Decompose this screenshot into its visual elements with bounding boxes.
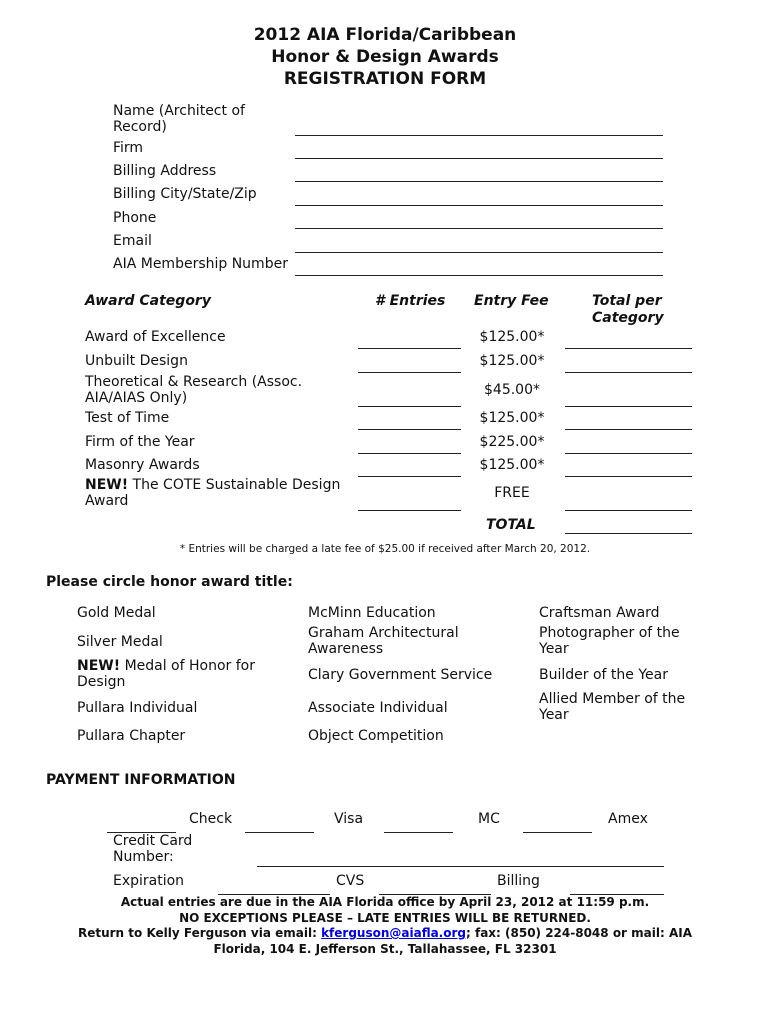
honor-award-option[interactable]: McMinn Education <box>308 605 436 621</box>
total-field[interactable] <box>565 453 692 454</box>
award-row-fee: $125.00* <box>479 457 545 473</box>
fax-text: ; fax: (850) 224-8048 or mail: AIA <box>466 926 692 940</box>
honor-award-option[interactable]: Graham Architectural Awareness <box>308 625 459 657</box>
phone-field[interactable] <box>295 228 663 229</box>
award-row-category: Theoretical & Research (Assoc. AIA/AIAS Only) <box>85 374 303 406</box>
entries-field[interactable] <box>358 372 461 373</box>
award-row-category: Test of Time <box>85 410 170 426</box>
total-field[interactable] <box>565 510 692 511</box>
entries-field[interactable] <box>358 510 461 511</box>
honor-award-option[interactable]: Pullara Chapter <box>77 728 186 744</box>
entries-field[interactable] <box>358 453 461 454</box>
grand-total-field[interactable] <box>565 533 692 534</box>
name-label: Name (Architect of Record) <box>113 103 245 135</box>
mc-mark-field[interactable] <box>384 832 453 833</box>
honor-award-option[interactable]: Pullara Individual <box>77 700 198 716</box>
award-row-category: Award of Excellence <box>85 329 226 345</box>
award-row-fee: $125.00* <box>479 329 545 345</box>
honor-award-option[interactable]: Photographer of the Year <box>539 625 680 657</box>
billing-address-field[interactable] <box>295 181 663 182</box>
visa-mark-field[interactable] <box>245 832 314 833</box>
entries-field[interactable] <box>358 348 461 349</box>
award-row-fee: $45.00* <box>484 382 540 398</box>
new-badge: NEW! <box>85 477 129 493</box>
award-row-category-cote <box>85 477 345 509</box>
total-per-category-header: Total per Category <box>592 293 664 326</box>
late-fee-note: * Entries will be charged a late fee of $25.00 if received after March 20, 2012. <box>179 543 591 555</box>
membership-field[interactable] <box>295 275 663 276</box>
total-field[interactable] <box>565 372 692 373</box>
award-row-category: Firm of the Year <box>85 434 195 450</box>
total-field[interactable] <box>565 406 692 407</box>
due-date-notice: Actual entries are due in the AIA Florida office by April 23, 2012 at 11:59 p.m. <box>120 895 650 909</box>
return-text: Return to Kelly Ferguson via email: <box>77 926 322 940</box>
cvs-label: CVS <box>336 873 365 889</box>
honor-award-option[interactable]: Associate Individual <box>308 700 448 716</box>
email-label: Email <box>113 233 152 249</box>
new-badge: NEW! <box>77 658 121 674</box>
billing-city-field[interactable] <box>295 205 663 206</box>
honor-award-option[interactable]: Allied Member of the Year <box>539 691 686 723</box>
award-row-fee: $225.00* <box>479 434 545 450</box>
medal-of-honor-label: Medal of Honor for Design <box>77 658 255 690</box>
honor-award-option[interactable]: Silver Medal <box>77 634 163 650</box>
billing-address-label: Billing Address <box>113 163 217 179</box>
honor-award-option[interactable]: Gold Medal <box>77 605 156 621</box>
name-field[interactable] <box>295 135 663 136</box>
expiration-label: Expiration <box>113 873 185 889</box>
entries-field[interactable] <box>358 476 461 477</box>
honor-award-option[interactable] <box>77 658 277 690</box>
email-link[interactable]: kferguson@aiafla.org <box>321 926 466 940</box>
email-field[interactable] <box>295 252 663 253</box>
award-row-fee: $125.00* <box>479 353 545 369</box>
billing-city-label: Billing City/State/Zip <box>113 186 257 202</box>
firm-field[interactable] <box>295 158 663 159</box>
card-number-label: Credit Card Number: <box>113 833 193 865</box>
phone-label: Phone <box>113 210 157 226</box>
entry-fee-header: Entry Fee <box>474 293 549 309</box>
entries-header: # Entries <box>375 293 446 309</box>
award-row-category: Masonry Awards <box>85 457 200 473</box>
card-number-field[interactable] <box>257 866 664 867</box>
honor-award-option[interactable]: Craftsman Award <box>539 605 660 621</box>
membership-label: AIA Membership Number <box>113 256 288 272</box>
honor-award-option[interactable]: Clary Government Service <box>308 667 493 683</box>
total-field[interactable] <box>565 348 692 349</box>
entries-field[interactable] <box>358 429 461 430</box>
award-category-header: Award Category <box>85 293 211 309</box>
firm-label: Firm <box>113 140 144 156</box>
total-label: TOTAL <box>486 517 536 533</box>
award-row-category: Unbuilt Design <box>85 353 188 369</box>
mailing-address: Florida, 104 E. Jefferson St., Tallahassee, FL 32301 <box>213 942 557 956</box>
honor-award-option[interactable]: Builder of the Year <box>539 667 668 683</box>
honor-award-option[interactable]: Object Competition <box>308 728 444 744</box>
payment-heading: PAYMENT INFORMATION <box>46 772 236 788</box>
amex-mark-field[interactable] <box>523 832 592 833</box>
mc-label: MC <box>478 811 500 827</box>
cote-award-name: The COTE Sustainable Design Award <box>85 477 341 509</box>
form-title-line-2: Honor & Design Awards <box>271 47 499 67</box>
honor-award-heading: Please circle honor award title: <box>46 574 293 590</box>
award-row-fee: FREE <box>494 485 530 501</box>
total-field[interactable] <box>565 476 692 477</box>
award-row-fee: $125.00* <box>479 410 545 426</box>
return-instructions <box>0 925 770 941</box>
form-title-line-1: 2012 AIA Florida/Caribbean <box>253 25 517 45</box>
total-field[interactable] <box>565 429 692 430</box>
no-exceptions-notice: NO EXCEPTIONS PLEASE – LATE ENTRIES WILL BE RETURNED. <box>179 911 591 925</box>
amex-label: Amex <box>608 811 648 827</box>
check-label: Check <box>189 811 233 827</box>
visa-label: Visa <box>334 811 364 827</box>
billing-label: Billing <box>497 873 540 889</box>
entries-field[interactable] <box>358 406 461 407</box>
form-title-line-3: REGISTRATION FORM <box>283 69 487 89</box>
